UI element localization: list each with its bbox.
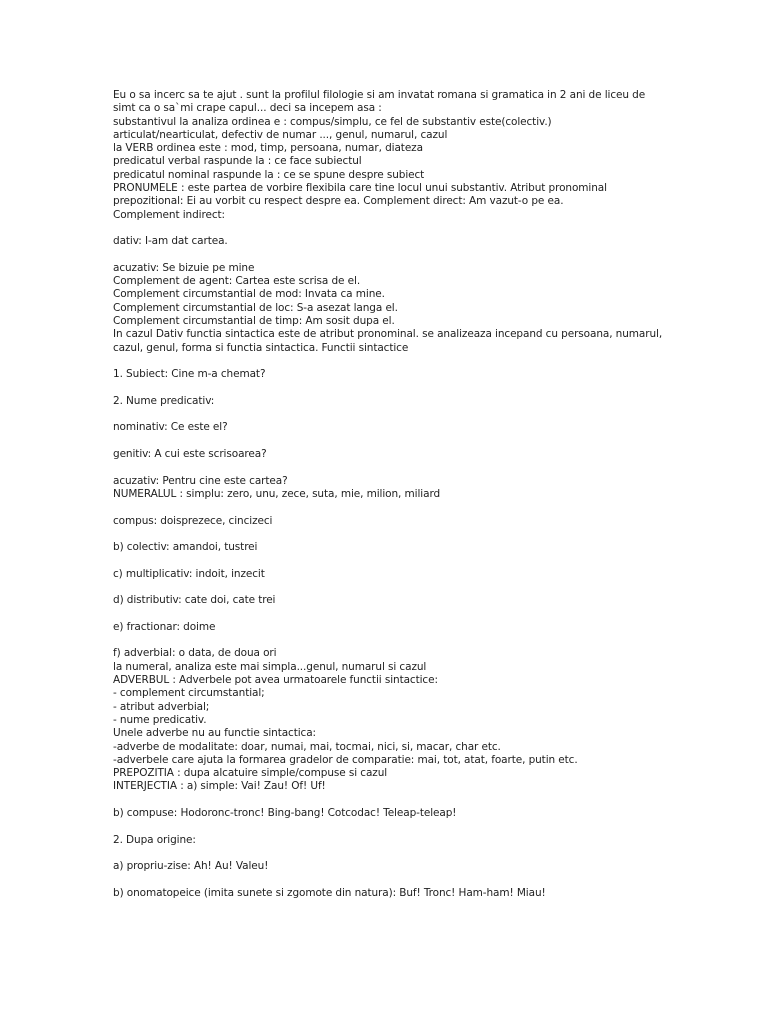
text-line: compus: doisprezece, cincizeci	[113, 514, 273, 527]
text-line: acuzativ: Pentru cine este cartea?	[113, 474, 288, 487]
text-line: Complement circumstantial de timp: Am sosit dupa el.	[113, 315, 395, 328]
text-line: PREPOZITIA : dupa alcatuire simple/compuse si cazul	[113, 767, 388, 780]
text-line: nominativ: Ce este el?	[113, 421, 228, 434]
text-line: cazul, genul, forma si functia sintactica. Functii sintactice	[113, 341, 409, 354]
text-line: 1. Subiect: Cine m-a chemat?	[113, 368, 266, 381]
text-line: 2. Dupa origine:	[113, 833, 196, 846]
text-line: - nume predicativ.	[113, 713, 207, 726]
blank-line	[113, 355, 753, 368]
text-line: - complement circumstantial;	[113, 687, 265, 700]
text-line: acuzativ: Se bizuie pe mine	[113, 261, 255, 274]
text-line: Unele adverbe nu au functie sintactica:	[113, 727, 316, 740]
text-line: la VERB ordinea este : mod, timp, persoana, numar, diateza	[113, 142, 423, 155]
blank-line	[113, 608, 753, 621]
text-line: -adverbe de modalitate: doar, numai, mai, tocmai, nici, si, macar, char etc.	[113, 740, 501, 753]
text-line: genitiv: A cui este scrisoarea?	[113, 448, 267, 461]
text-line: b) compuse: Hodoronc-tronc! Bing-bang! Cotcodac! Teleap-teleap!	[113, 807, 457, 820]
text-line: predicatul verbal raspunde la : ce face subiectul	[113, 155, 362, 168]
text-line: d) distributiv: cate doi, cate trei	[113, 594, 276, 607]
text-line: PRONUMELE : este partea de vorbire flexibila care tine locul unui substantiv. Atribut pronominal	[113, 182, 607, 195]
text-line: dativ: I-am dat cartea.	[113, 235, 228, 248]
text-line: simt ca o sa`mi crape capul... deci sa incepem asa :	[113, 102, 382, 115]
blank-line	[113, 554, 753, 567]
text-line: c) multiplicativ: indoit, inzecit	[113, 567, 265, 580]
blank-line	[113, 249, 753, 262]
text-line: - atribut adverbial;	[113, 700, 210, 713]
document-body	[113, 89, 753, 900]
blank-line	[113, 222, 753, 235]
blank-line	[113, 461, 753, 474]
text-line: a) propriu-zise: Ah! Au! Valeu!	[113, 860, 269, 873]
text-line: Complement de agent: Cartea este scrisa de el.	[113, 275, 361, 288]
text-line: ADVERBUL : Adverbele pot avea urmatoarele functii sintactice:	[113, 674, 438, 687]
text-line: -adverbele care ajuta la formarea gradelor de comparatie: mai, tot, atat, foarte, putin etc.	[113, 753, 578, 766]
text-line: 2. Nume predicativ:	[113, 394, 215, 407]
text-line: Complement circumstantial de loc: S-a asezat langa el.	[113, 301, 398, 314]
text-line: b) colectiv: amandoi, tustrei	[113, 541, 258, 554]
blank-line	[113, 501, 753, 514]
text-line: Eu o sa incerc sa te ajut . sunt la profilul filologie si am invatat romana si gramatica in 2 ani de liceu de	[113, 89, 646, 101]
blank-line	[113, 382, 753, 395]
blank-line	[113, 435, 753, 448]
text-line: predicatul nominal raspunde la : ce se spune despre subiect	[113, 168, 425, 181]
text-line: Complement circumstantial de mod: Invata ca mine.	[113, 288, 385, 301]
blank-line	[113, 528, 753, 541]
text-line: la numeral, analiza este mai simpla...genul, numarul si cazul	[113, 660, 427, 673]
text-line: b) onomatopeice (imita sunete si zgomote din natura): Buf! Tronc! Ham-ham! Miau!	[113, 886, 546, 899]
blank-line	[113, 408, 753, 421]
blank-line	[113, 581, 753, 594]
blank-line	[113, 634, 753, 647]
text-line: In cazul Dativ functia sintactica este de atribut pronominal. se analizeaza incepand cu persoana, numarul,	[113, 328, 663, 341]
text-line: substantivul la analiza ordinea e : compus/simplu, ce fel de substantiv este(colectiv.)	[113, 115, 552, 128]
text-line: articulat/nearticulat, defectiv de numar ..., genul, numarul, cazul	[113, 128, 448, 141]
blank-line	[113, 874, 753, 887]
text-line: prepozitional: Ei au vorbit cu respect despre ea. Complement direct: Am vazut-o pe ea.	[113, 195, 564, 208]
text-line: NUMERALUL : simplu: zero, unu, zece, suta, mie, milion, miliard	[113, 487, 441, 500]
text-line: INTERJECTIA : a) simple: Vai! Zau! Of! Uf!	[113, 780, 326, 793]
text-line: f) adverbial: o data, de doua ori	[113, 647, 277, 660]
text-line: Complement indirect:	[113, 208, 225, 221]
blank-line	[113, 847, 753, 860]
blank-line	[113, 820, 753, 833]
text-line: e) fractionar: doime	[113, 620, 216, 633]
blank-line	[113, 794, 753, 807]
